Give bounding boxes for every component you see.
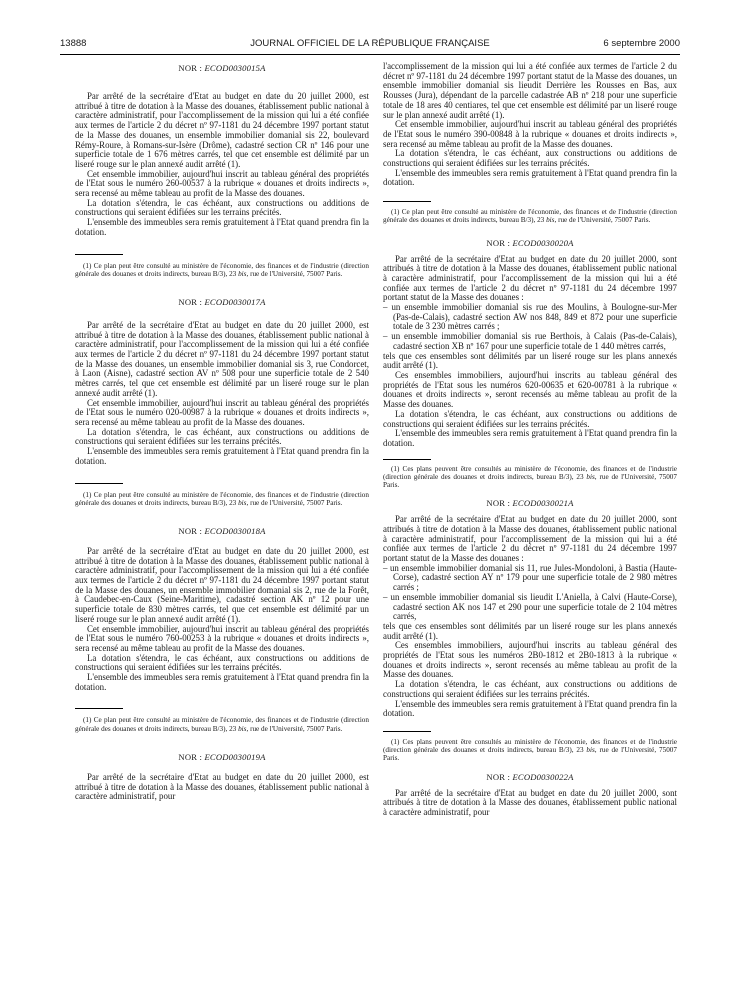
- nor-code: ECOD0030020A: [512, 237, 574, 248]
- decree-paragraph: Par arrêté de la secrétaire d'Etat au budget en date du 20 juillet 2000, sont attribués à titre de dotation à la Masse des douanes, établissement public national à caractère administratif, pour l'accomplissement de la mission qui lui a été confiée aux termes de l'article 2 du décret nº 97-1181 du 24 décembre 1997 portant statut de la Masse des douanes :: [383, 253, 677, 303]
- decree-paragraph: La dotation s'étendra, le cas échéant, aux constructions ou additions de constructions qui seraient édifiées sur les terrains précités.: [75, 652, 369, 673]
- nor-code: ECOD0030019A: [204, 751, 266, 762]
- decree-section: [75, 62, 369, 278]
- issue-date: 6 septembre 2000: [603, 38, 680, 49]
- decree-paragraph: L'ensemble des immeubles sera remis gratuitement à l'Etat quand prendra fin la dotation.: [383, 698, 677, 719]
- decree-paragraph: Cet ensemble immobilier, aujourd'hui inscrit au tableau général des propriétés de l'Etat sous le numéro 260-00537 à la rubrique « douanes et droits indirects », sera recensé au même tableau au profit de la Masse des douanes.: [75, 168, 369, 199]
- decree-paragraph: Par arrêté de la secrétaire d'Etat au budget en date du 20 juillet 2000, sont attribués à titre de dotation à la Masse des douanes, établissement public national à caractère administratif, pour: [383, 787, 677, 817]
- decree-paragraph: Par arrêté de la secrétaire d'Etat au budget en date du 20 juillet 2000, est attribué à titre de dotation à la Masse des douanes, établissement public national à caractère administratif, pour l'accomplissement de la mission qui lui a été confiée aux termes de l'article 2 du décret nº 97-1181 du 24 décembre 1997 portant statut de la Masse des douanes, un ensemble immobilier domanial sis 2, rue de la Forêt, à Caudebec-en-Caux (Seine-Maritime), cadastré section AK nº 12 pour une superficie totale de 830 mètres carrés, tel que cet ensemble est délimité par un liseré rouge sur le plan annexé audit arrêté (1).: [75, 545, 369, 624]
- nor-reference: NOR : ECOD0030022A: [486, 771, 574, 782]
- nor-reference: NOR : ECOD0030019A: [178, 751, 266, 762]
- decree-paragraph: La dotation s'étendra, le cas échéant, aux constructions ou additions de constructions qui seraient édifiées sur les terrains précités.: [383, 148, 677, 169]
- running-header: [60, 38, 680, 52]
- decree-section: [75, 751, 369, 802]
- decree-paragraph: Par arrêté de la secrétaire d'Etat au budget en date du 20 juillet 2000, est attribué à titre de dotation à la Masse des douanes, établissement public national à caractère administratif, pour l'accomplissement de la mission qui lui a été confiée aux termes de l'article 2 du décret nº 97-1181 du 24 décembre 1997 portant statut de la Masse des douanes, un ensemble immobilier domanial sis 22, boulevard Rémy-Roure, à Romans-sur-Isère (Drôme), cadastré section CR nº 146 pour une superficie totale de 1 676 mètres carrés, tel que cet ensemble est délimité par un liseré rouge sur le plan annexé audit arrêté (1).: [75, 91, 369, 169]
- decree-paragraph: Cet ensemble immobilier, aujourd'hui inscrit au tableau général des propriétés de l'Etat sous le numéro 020-00987 à la rubrique « douanes et droits indirects », sera recensé au même tableau au profit de la Masse des douanes.: [75, 397, 369, 427]
- decree-paragraph: La dotation s'étendra, le cas échéant, aux constructions ou additions de constructions qui seraient édifiées sur les terrains précités.: [383, 679, 677, 699]
- footnote: (1) Ce plan peut être consulté au ministère de l'économie, des finances et de l'industrie (direction générale des douanes et droits indirects, bureau B/3), 23 bis, rue de l'Université, 75007 Paris.: [75, 490, 369, 507]
- journal-title: JOURNAL OFFICIEL DE LA RÉPUBLIQUE FRANÇAISE: [250, 38, 490, 49]
- decree-section: [75, 525, 369, 733]
- nor-code: ECOD0030017A: [204, 296, 266, 307]
- decree-paragraph: tels que ces ensembles sont délimités par un liseré rouge sur les plans annexés audit arrêté (1).: [383, 350, 677, 371]
- nor-code: ECOD0030018A: [204, 525, 266, 536]
- decree-paragraph: L'ensemble des immeubles sera remis gratuitement à l'Etat quand prendra fin la dotation.: [383, 428, 677, 448]
- left-column: [75, 62, 369, 802]
- nor-reference: NOR : ECOD0030017A: [178, 296, 266, 307]
- decree-section: [383, 497, 677, 762]
- property-list: [383, 564, 677, 622]
- nor-reference: NOR : ECOD0030021A: [486, 498, 574, 509]
- decree-paragraph: tels que ces ensembles sont délimités par un liseré rouge sur les plans annexés audit arrêté (1).: [383, 620, 677, 641]
- decree-paragraph: L'ensemble des immeubles sera remis gratuitement à l'Etat quand prendra fin la dotation.: [75, 446, 369, 466]
- footnote: (1) Ce plan peut être consulté au ministère de l'économie, des finances et de l'industrie (direction générale des douanes et droits indirects, bureau B/3), 23 bis, rue de l'Université, 75007 Paris.: [383, 208, 677, 225]
- decree-paragraph: Cet ensemble immobilier, aujourd'hui inscrit au tableau général des propriétés de l'Etat sous le numéro 390-00848 à la rubrique « douanes et droits indirects », sera recensé au même tableau au profit de la Masse des douanes.: [383, 119, 677, 149]
- footnote: (1) Ces plans peuvent être consultés au ministère de l'économie, des finances et de l'industrie (direction générale des douanes et droits indirects, bureau B/3), 23 bis, rue de l'Université, 75007 Paris.: [383, 464, 677, 490]
- decree-paragraph: La dotation s'étendra, le cas échéant, aux constructions ou additions de constructions qui seraient édifiées sur les terrains précités.: [75, 197, 369, 218]
- nor-reference: NOR : ECOD0030018A: [178, 525, 266, 536]
- decree-paragraph: La dotation s'étendra, le cas échéant, aux constructions ou additions de constructions qui seraient édifiées sur les terrains précités.: [383, 408, 677, 429]
- nor-reference: NOR : ECOD0030015A: [178, 63, 266, 73]
- nor-code: ECOD0030021A: [512, 498, 574, 509]
- decree-section: [383, 771, 677, 818]
- decree-paragraph: Par arrêté de la secrétaire d'Etat au budget en date du 20 juillet 2000, sont attribués à titre de dotation à la Masse des douanes, établissement public national à caractère administratif, pour l'accomplissement de la mission qui lui a été confiée aux termes de l'article 2 du décret nº 97-1181 du 24 décembre 1997 portant statut de la Masse des douanes :: [383, 514, 677, 564]
- footnote: (1) Ce plan peut être consulté au ministère de l'économie, des finances et de l'industrie (direction générale des douanes et droits indirects, bureau B/3), 23 bis, rue de l'Université, 75007 Paris.: [75, 716, 369, 733]
- list-item: – un ensemble immobilier domanial sis rue Berthois, à Calais (Pas-de-Calais), cadastré section XB nº 167 pour une superficie totale de 1 440 mètres carrés,: [383, 331, 677, 351]
- list-item: – un ensemble immobilier domanial sis lieudit L'Aniella, à Calvi (Haute-Corse), cadastré section AK nos 147 et 290 pour une superficie totale de 2 104 mètres carrés,: [383, 591, 677, 622]
- decree-paragraph: L'ensemble des immeubles sera remis gratuitement à l'Etat quand prendra fin la dotation.: [383, 167, 677, 188]
- decree-paragraph: l'accomplissement de la mission qui lui a été confiée aux termes de l'article 2 du décret nº 97-1181 du 24 décembre 1997 portant statut de la Masse des douanes, un ensemble immobilier domanial sis lieudit Derrière les Rousses en Bas, aux Rousses (Jura), dépendant de la parcelle cadastrée AB nº 218 pour une superficie totale de 18 ares 40 centiares, tel que cet ensemble est délimité par un liseré rouge sur le plan annexé audit arrêté (1).: [383, 61, 677, 120]
- list-item: – un ensemble immobilier domanial sis 11, rue Jules-Mondoloni, à Bastia (Haute-Corse), cadastré section AY nº 179 pour une superficie totale de 2 980 mètres carrés ;: [383, 562, 677, 593]
- header-rule: [60, 54, 680, 55]
- list-item: – un ensemble immobilier domanial sis rue des Moulins, à Boulogne-sur-Mer (Pas-de-Calais), cadastré section AW nos 848, 849 et 872 pour une superficie totale de 3 230 mètres carrés ;: [383, 302, 677, 332]
- property-list: [383, 303, 677, 352]
- nor-code: ECOD0030022A: [512, 771, 574, 782]
- footnote: (1) Ces plans peuvent être consultés au ministère de l'économie, des finances et de l'industrie (direction générale des douanes et droits indirects, bureau B/3), 23 bis, rue de l'Université, 75007 Paris.: [383, 737, 677, 763]
- decree-paragraph: Ces ensembles immobiliers, aujourd'hui inscrits au tableau général des propriétés de l'Etat sous les numéros 2B0-1812 et 2B0-1813 à la rubrique « douanes et droits indirects », seront recensés au même tableau au profit de la Masse des douanes.: [383, 640, 677, 680]
- decree-paragraph: Par arrêté de la secrétaire d'Etat au budget en date du 20 juillet 2000, est attribué à titre de dotation à la Masse des douanes, établissement public national à caractère administratif, pour: [75, 771, 369, 802]
- decree-paragraph: La dotation s'étendra, le cas échéant, aux constructions ou additions de constructions qui seraient édifiées sur les terrains précités.: [75, 426, 369, 447]
- page-number: 13888: [60, 38, 87, 49]
- decree-continuation: [383, 62, 677, 225]
- nor-reference: NOR : ECOD0030020A: [486, 237, 574, 248]
- decree-paragraph: L'ensemble des immeubles sera remis gratuitement à l'Etat quand prendra fin la dotation.: [75, 672, 369, 692]
- footnote: (1) Ce plan peut être consulté au ministère de l'économie, des finances et de l'industrie (direction générale des douanes et droits indirects, bureau B/3), 23 bis, rue de l'Université, 75007 Paris.: [75, 261, 369, 278]
- nor-code: ECOD0030015A: [204, 63, 266, 73]
- decree-section: [75, 296, 369, 507]
- decree-paragraph: Cet ensemble immobilier, aujourd'hui inscrit au tableau général des propriétés de l'Etat sous le numéro 760-00253 à la rubrique « douanes et droits indirects », sera recensé au même tableau au profit de la Masse des douanes.: [75, 623, 369, 653]
- decree-paragraph: L'ensemble des immeubles sera remis gratuitement à l'Etat quand prendra fin la dotation.: [75, 217, 369, 237]
- right-column: [383, 62, 677, 818]
- decree-paragraph: Par arrêté de la secrétaire d'Etat au budget en date du 20 juillet 2000, est attribué à titre de dotation à la Masse des douanes, établissement public national à caractère administratif, pour l'accomplissement de la mission qui lui a été confiée aux termes de l'article 2 du décret nº 97-1181 du 24 décembre 1997 portant statut de la Masse des douanes, un ensemble immobilier domanial sis 3, rue Condorcet, à Laon (Aisne), cadastré section AV nº 508 pour une superficie totale de 2 540 mètres carrés, tel que cet ensemble est délimité par un liseré rouge sur le plan annexé audit arrêté (1).: [75, 319, 369, 398]
- decree-section: [383, 237, 677, 490]
- decree-paragraph: Ces ensembles immobiliers, aujourd'hui inscrits au tableau général des propriétés de l'Etat sous les numéros 620-00635 et 620-00781 à la rubrique « douanes et droits indirects », seront recensés au même tableau au profit de la Masse des douanes.: [383, 369, 677, 410]
